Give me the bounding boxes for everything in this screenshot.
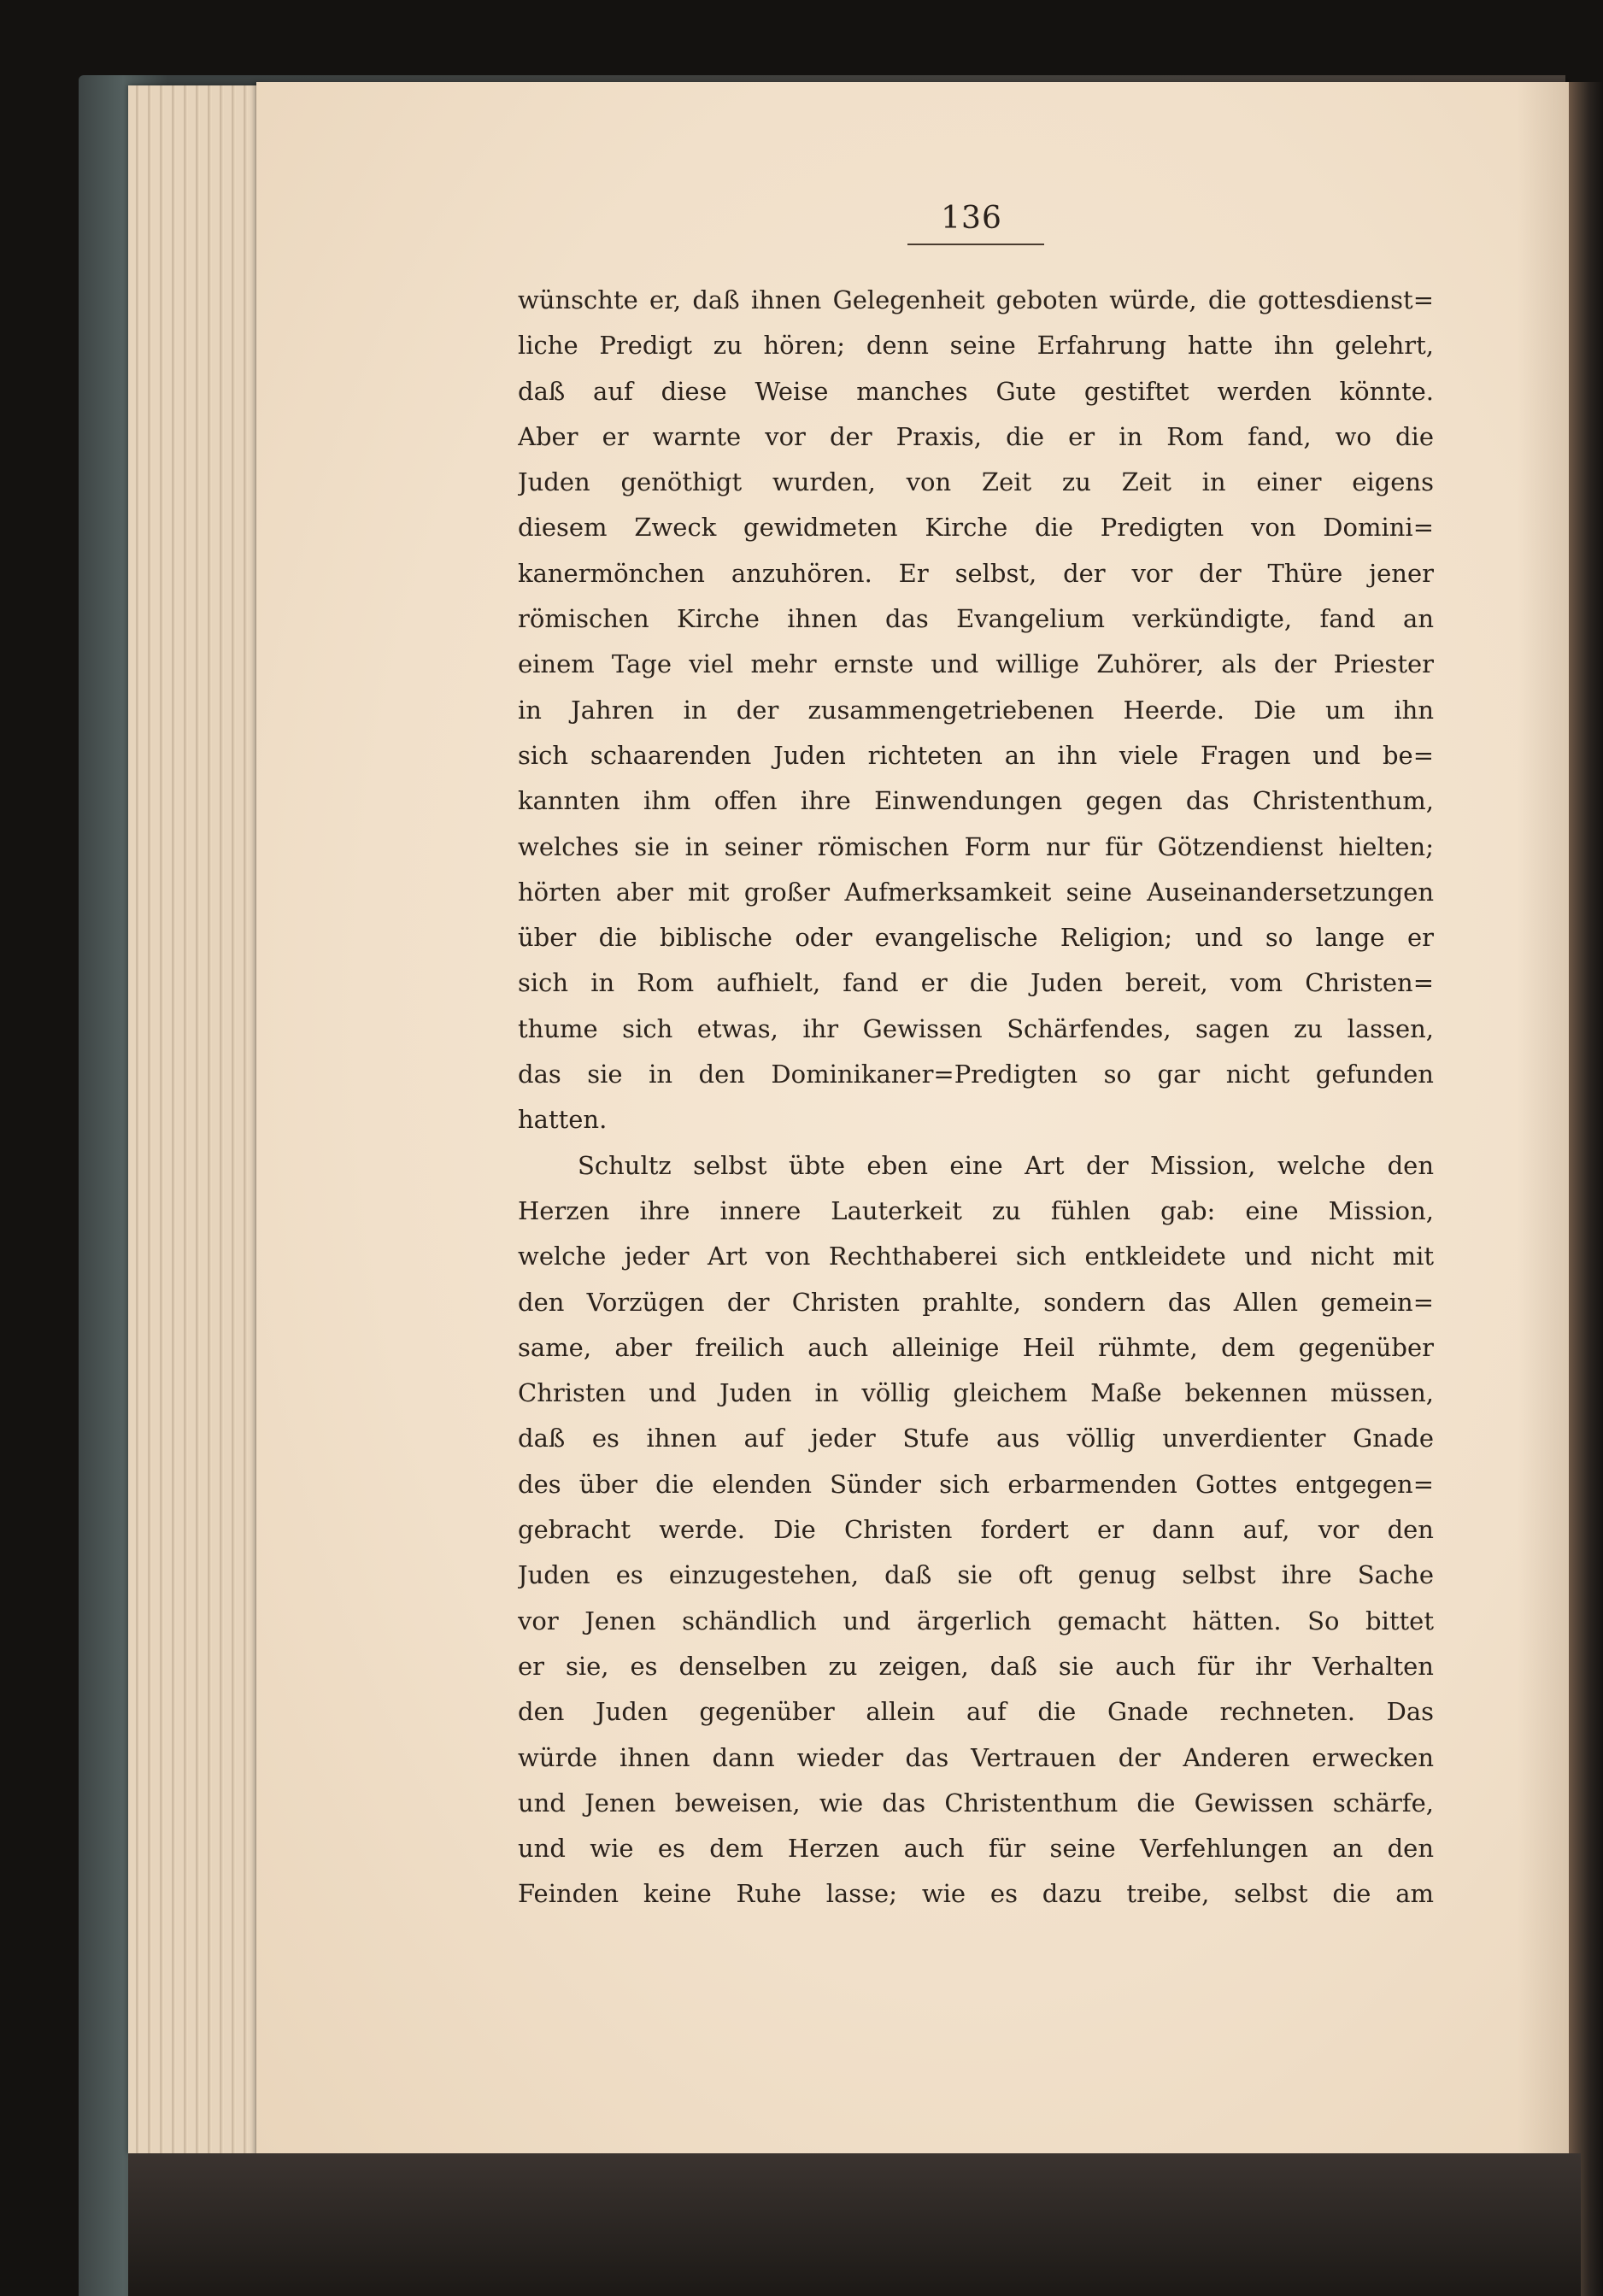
text-line: einem Tage viel mehr ernste und willige Zuhörer, als der Priester <box>518 649 1434 679</box>
background-bottom <box>128 2153 1581 2296</box>
text-line: Aber er warnte vor der Praxis, die er in Rom fand, wo die <box>518 421 1434 451</box>
text-line: Herzen ihre innere Lauterkeit zu fühlen gab: eine Mission, <box>518 1195 1434 1225</box>
text-line: den Juden gegenüber allein auf die Gnade rechneten. Das <box>518 1697 1434 1727</box>
text-line: römischen Kirche ihnen das Evangelium verkündigte, fand an <box>518 604 1434 634</box>
text-line: Juden es einzugestehen, daß sie oft genug selbst ihre Sache <box>518 1560 1434 1590</box>
text-line: daß auf diese Weise manches Gute gestiftet werden könnte. <box>518 376 1434 406</box>
text-line: Feinden keine Ruhe lasse; wie es dazu treibe, selbst die am <box>518 1879 1434 1909</box>
text-line: und Jenen beweisen, wie das Christenthum die Gewissen schärfe, <box>518 1788 1434 1817</box>
text-line: und wie es dem Herzen auch für seine Verfehlungen an den <box>518 1834 1434 1864</box>
page-number-rule <box>907 244 1044 245</box>
text-line: über die biblische oder evangelische Religion; und so lange er <box>518 923 1434 953</box>
text-line: same, aber freilich auch alleinige Heil rühmte, dem gegenüber <box>518 1332 1434 1362</box>
text-line: diesem Zweck gewidmeten Kirche die Predigten von Domini= <box>518 513 1434 543</box>
text-line: in Jahren in der zusammengetriebenen Heerde. Die um ihn <box>518 695 1434 725</box>
text-line: er sie, es denselben zu zeigen, daß sie auch für ihr Verhalten <box>518 1651 1434 1681</box>
text-line: hatten. <box>518 1105 608 1135</box>
text-line: vor Jenen schändlich und ärgerlich gemacht hätten. So bittet <box>518 1606 1434 1635</box>
page-number: 136 <box>941 201 1002 236</box>
text-line: Schultz selbst übte eben eine Art der Mission, welche den <box>578 1150 1434 1180</box>
text-line: gebracht werde. Die Christen fordert er dann auf, vor den <box>518 1515 1434 1545</box>
text-line: daß es ihnen auf jeder Stufe aus völlig unverdienter Gnade <box>518 1424 1434 1453</box>
text-line: das sie in den Dominikaner=Predigten so gar nicht gefunden <box>518 1060 1434 1089</box>
text-line: welches sie in seiner römischen Form nur für Götzendienst hielten; <box>518 831 1434 861</box>
text-line: wünschte er, daß ihnen Gelegenheit geboten würde, die gottesdienst= <box>518 285 1434 314</box>
text-line: kanermönchen anzuhören. Er selbst, der vor der Thüre jener <box>518 558 1434 588</box>
text-line: Christen und Juden in völlig gleichem Maße bekennen müssen, <box>518 1378 1434 1408</box>
text-line: des über die elenden Sünder sich erbarmenden Gottes entgegen= <box>518 1469 1434 1499</box>
text-line: würde ihnen dann wieder das Vertrauen der Anderen erwecken <box>518 1742 1434 1772</box>
text-line: thume sich etwas, ihr Gewissen Schärfendes, sagen zu lassen, <box>518 1013 1434 1043</box>
text-line: hörten aber mit großer Aufmerksamkeit seine Auseinandersetzungen <box>518 877 1434 907</box>
facing-page-edge <box>1569 82 1603 2296</box>
body-text <box>518 278 1434 1917</box>
text-line: Juden genöthigt wurden, von Zeit zu Zeit in einer eigens <box>518 467 1434 497</box>
text-line: liche Predigt zu hören; denn seine Erfahrung hatte ihn gelehrt, <box>518 331 1434 361</box>
text-line: welche jeder Art von Rechthaberei sich entkleidete und nicht mit <box>518 1242 1434 1271</box>
text-line: sich in Rom aufhielt, fand er die Juden bereit, vom Christen= <box>518 968 1434 998</box>
text-line: kannten ihm offen ihre Einwendungen gegen das Christenthum, <box>518 786 1434 816</box>
text-line: den Vorzügen der Christen prahlte, sondern das Allen gemein= <box>518 1287 1434 1317</box>
page-edges <box>128 85 265 2153</box>
text-line: sich schaarenden Juden richteten an ihn viele Fragen und be= <box>518 740 1434 770</box>
